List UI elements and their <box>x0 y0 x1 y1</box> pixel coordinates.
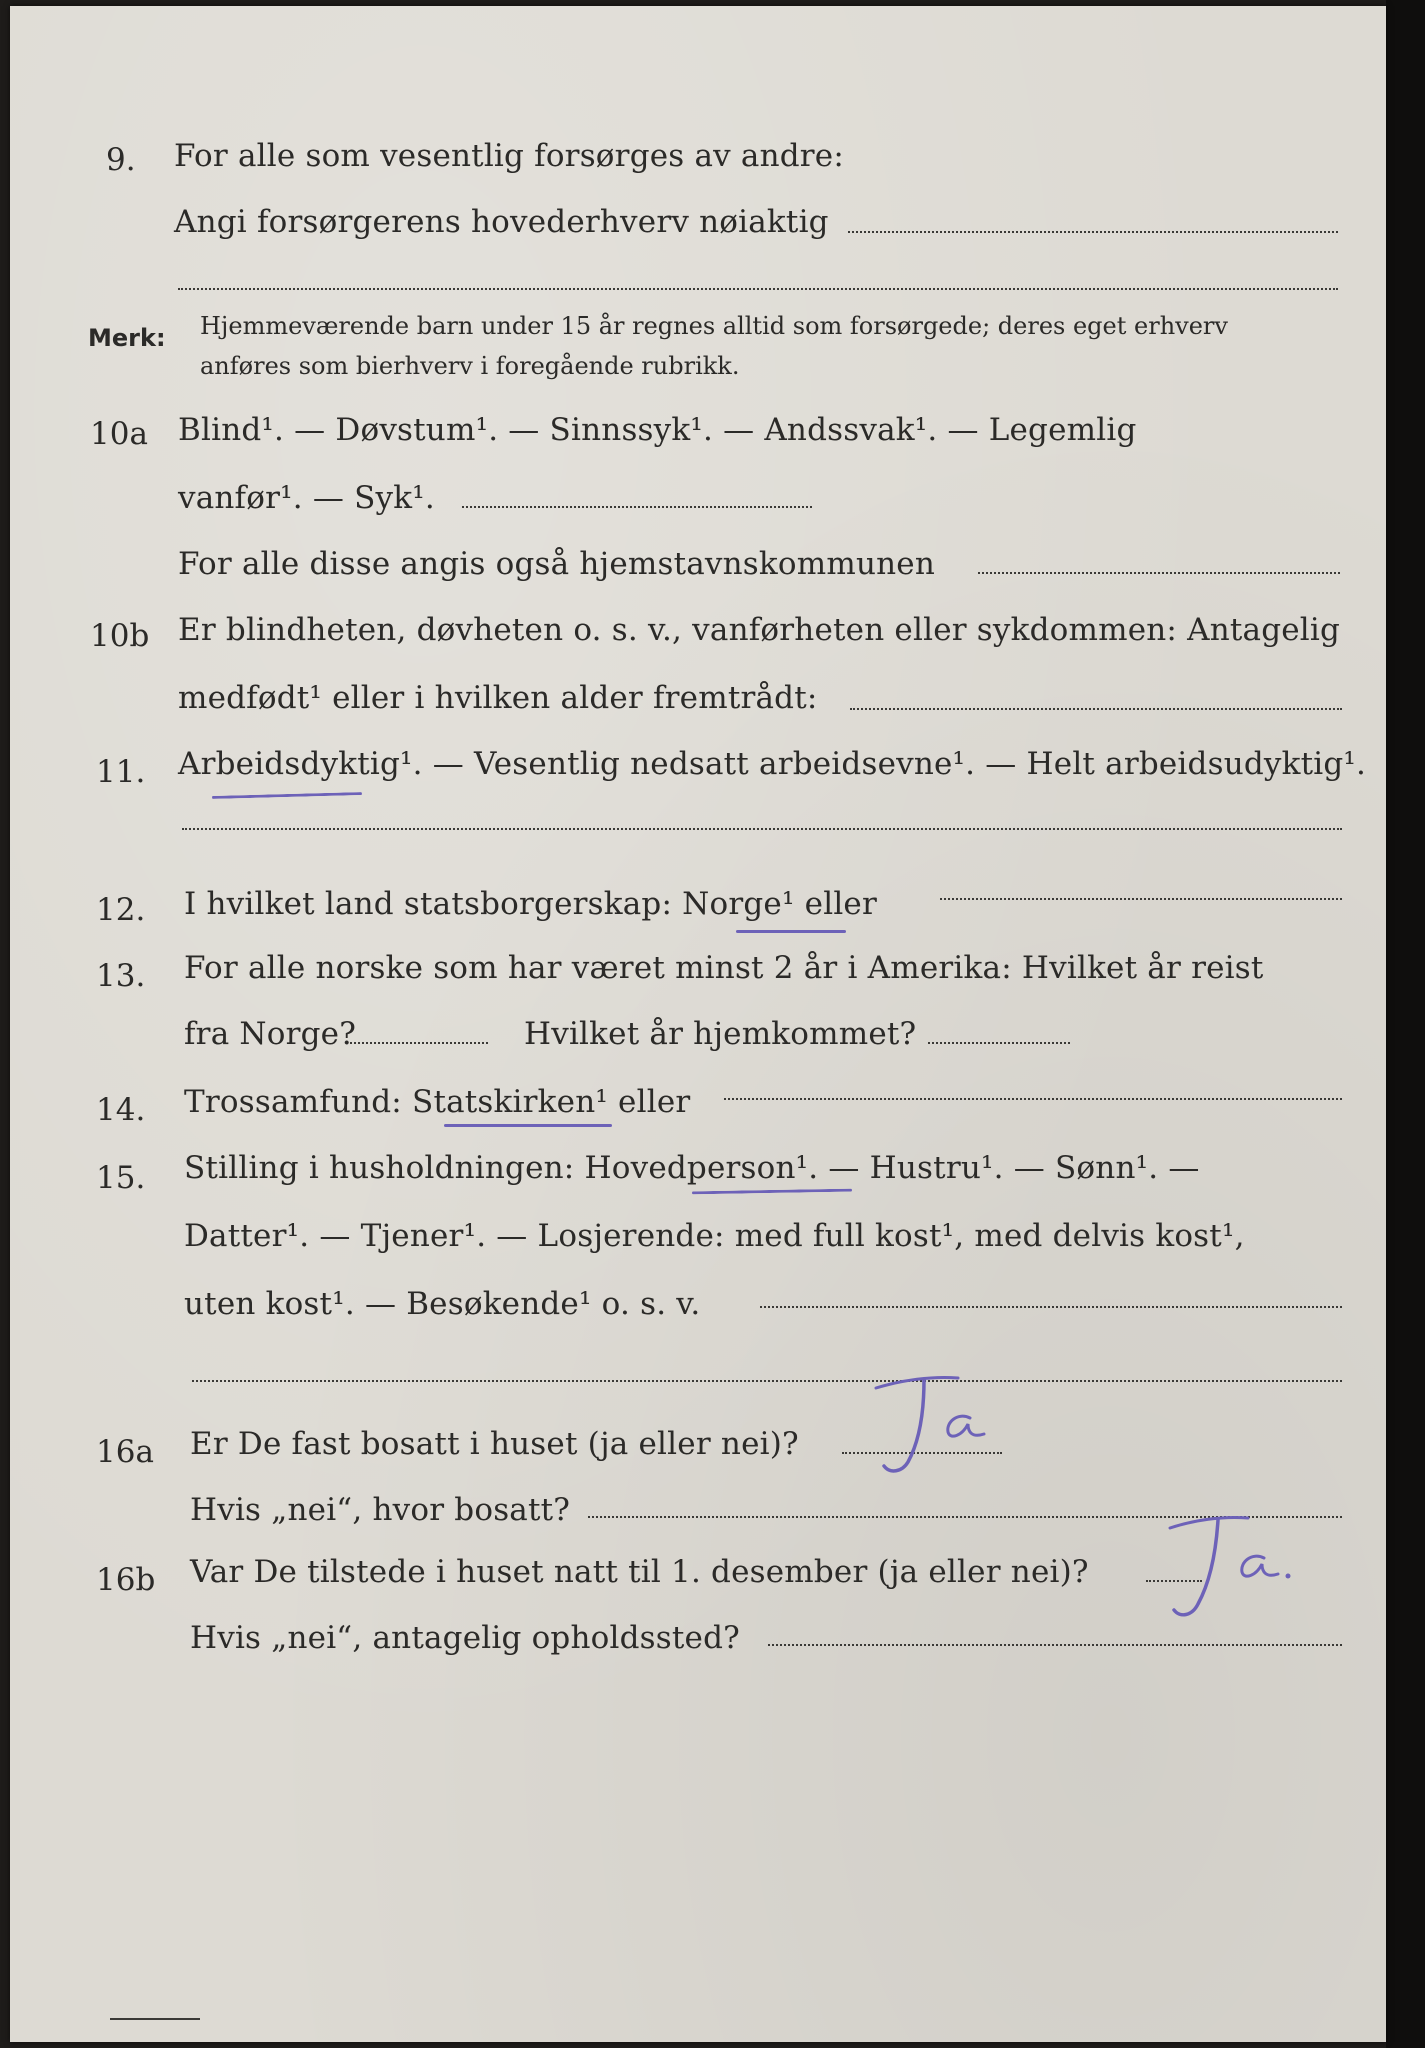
q15-answer-line[interactable] <box>760 1306 1342 1308</box>
q13-return-label: Hvilket år hjemkommet? <box>524 1016 917 1052</box>
q14-text: Trossamfund: Statskirken¹ eller <box>184 1084 691 1120</box>
q9-answer-line-2[interactable] <box>178 288 1338 290</box>
q10a-options-2: vanfør¹. — Syk¹. <box>178 480 435 516</box>
scan-edge <box>1386 0 1425 2048</box>
q13-departure-line[interactable] <box>350 1042 488 1044</box>
q10b-text-2: medfødt¹ eller i hvilken alder fremtrådt: <box>178 680 818 716</box>
q14-answer-line[interactable] <box>724 1098 1342 1100</box>
q9-answer-line[interactable] <box>848 231 1338 233</box>
question-number: 13. <box>96 958 146 994</box>
note-label: Merk: <box>88 324 166 352</box>
q11-options: Arbeidsdyktig¹. — Vesentlig nedsatt arbeidsevne¹. — Helt arbeidsudyktig¹. <box>178 746 1367 782</box>
handwritten-answer-ja-1 <box>872 1370 1012 1480</box>
question-number: 16a <box>96 1434 154 1470</box>
q15-options-3: uten kost¹. — Besøkende¹ o. s. v. <box>184 1286 701 1322</box>
q11-answer-line[interactable] <box>182 828 1342 830</box>
q16b-text: Var De tilstede i huset natt til 1. desember (ja eller nei)? <box>190 1554 1089 1590</box>
handwritten-underline-statskirken <box>444 1124 612 1127</box>
question-number: 15. <box>96 1160 146 1196</box>
q10b-text: Er blindheten, døvheten o. s. v., vanførheten eller sykdommen: Antagelig <box>178 612 1341 648</box>
q15-options: Stilling i husholdningen: Hovedperson¹. — Hustru¹. — Sønn¹. — <box>184 1150 1200 1186</box>
footnote-rule <box>110 2018 200 2020</box>
question-number: 10b <box>90 618 150 654</box>
q10b-answer-line[interactable] <box>850 708 1342 710</box>
question-number: 11. <box>96 754 146 790</box>
handwritten-underline-hovedperson <box>692 1189 852 1195</box>
q15-answer-line-2[interactable] <box>192 1380 1342 1382</box>
handwritten-underline-norge <box>736 930 846 933</box>
q16b-followup-line[interactable] <box>768 1644 1342 1646</box>
q10a-instruction: For alle disse angis også hjemstavnskommunen <box>178 546 935 582</box>
q15-options-2: Datter¹. — Tjener¹. — Losjerende: med full kost¹, med delvis kost¹, <box>184 1218 1245 1254</box>
q12-text: I hvilket land statsborgerskap: Norge¹ eller <box>184 886 877 922</box>
q9-text: For alle som vesentlig forsørges av andre: <box>174 138 844 174</box>
census-form-page <box>10 6 1386 2042</box>
note-text-1: Hjemmeværende barn under 15 år regnes alltid som forsørgede; deres eget erhverv <box>200 312 1228 340</box>
question-number: 14. <box>96 1092 146 1128</box>
q16b-followup: Hvis „nei“, antagelig opholdssted? <box>190 1620 740 1656</box>
q13-return-line[interactable] <box>928 1042 1070 1044</box>
note-text-2: anføres som bierhverv i foregående rubrikk. <box>200 352 740 380</box>
q13-departure-label: fra Norge? <box>184 1016 357 1052</box>
q10a-options: Blind¹. — Døvstum¹. — Sinnssyk¹. — Andssvak¹. — Legemlig <box>178 412 1137 448</box>
q9-instruction: Angi forsørgerens hovederhverv nøiaktig <box>174 204 829 240</box>
question-number: 10a <box>90 416 148 452</box>
question-number: 9. <box>106 142 136 178</box>
q12-answer-line[interactable] <box>940 898 1342 900</box>
q16a-followup: Hvis „nei“, hvor bosatt? <box>190 1492 571 1528</box>
handwritten-answer-ja-2 <box>1160 1506 1310 1626</box>
q10a-home-municipality-line[interactable] <box>978 572 1340 574</box>
q13-text: For alle norske som har været minst 2 år i Amerika: Hvilket år reist <box>184 950 1264 986</box>
q10a-answer-line[interactable] <box>462 506 812 508</box>
q16a-text: Er De fast bosatt i huset (ja eller nei)? <box>190 1426 799 1462</box>
question-number: 16b <box>96 1562 156 1598</box>
question-number: 12. <box>96 892 146 928</box>
handwritten-underline-arbeidsdyktig <box>212 792 362 799</box>
